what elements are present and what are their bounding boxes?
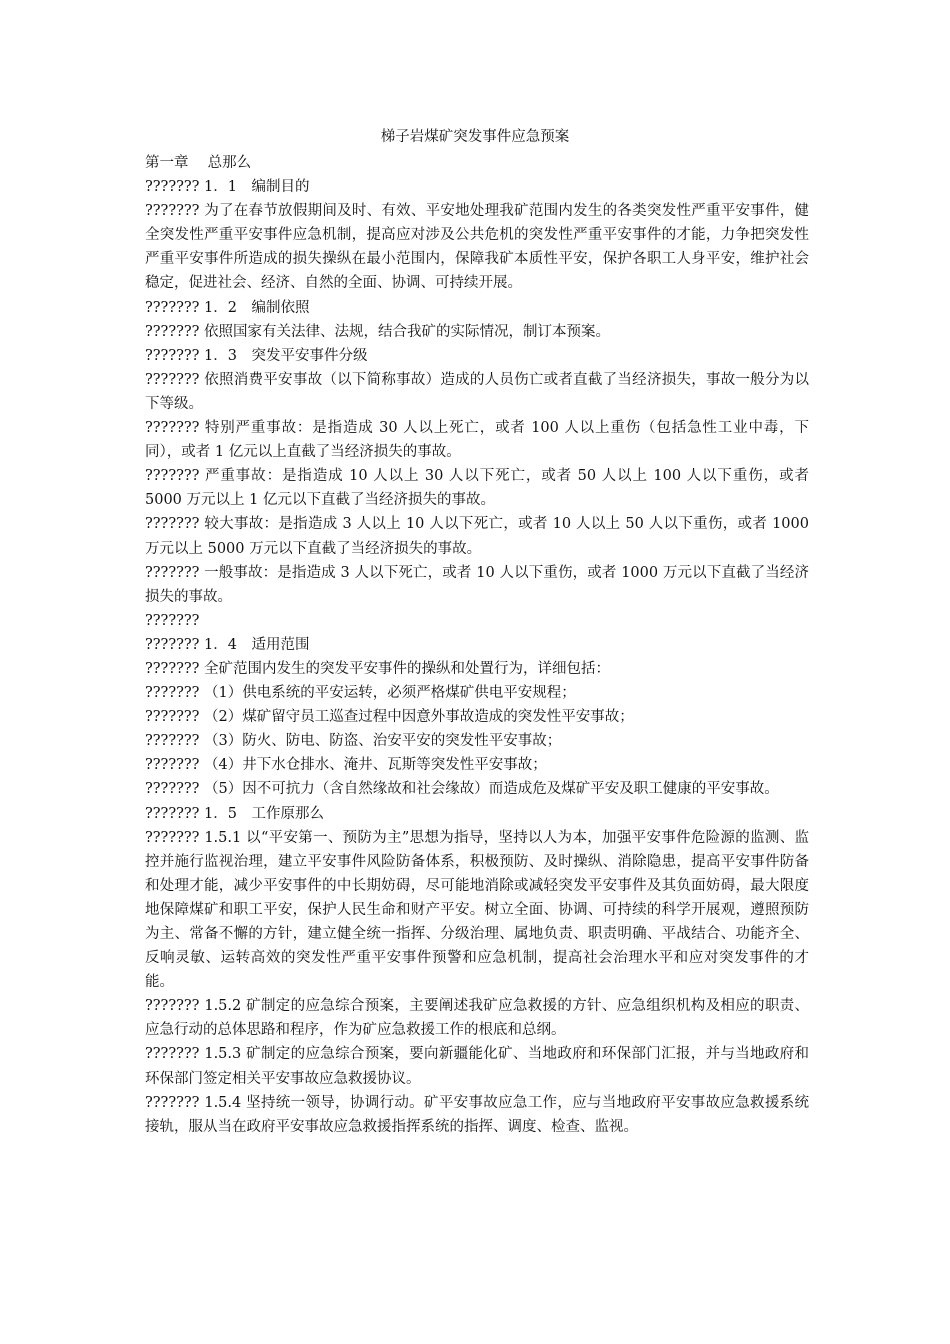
paragraph: ??????? 较大事故：是指造成 3 人以上 10 人以下死亡，或者 10 人以上 50 人以下重伤，或者 1000 万元以上 5000 万元以下直截了当经济损失的事故。 <box>145 516 809 557</box>
paragraph: ??????? 1.5.4 坚持统一领导，协调行动。矿平安事故应急工作，应与当地政府平安事故应急救援系统接轨，服从当在政府平安事故应急救援指挥系统的指挥、调度、检查、监视。 <box>145 1094 809 1135</box>
paragraph: ??????? 依照消费平安事故（以下简称事故）造成的人员伤亡或者直截了当经济损失，事故一般分为以下等级。 <box>145 371 809 412</box>
paragraph: ??????? （1）供电系统的平安运转，必须严格煤矿供电平安规程； <box>145 685 576 702</box>
paragraph: ??????? 1.5.2 矿制定的应急综合预案，主要阐述我矿应急救援的方针、应急组织机构及相应的职责、应急行动的总体思路和程序，作为矿应急救援工作的根底和总纲。 <box>145 998 809 1039</box>
paragraph: ??????? 1.5.3 矿制定的应急综合预案，要向新疆能化矿、当地政府和环保部门汇报，并与当地政府和环保部门签定相关平安事故应急救援协议。 <box>145 1046 809 1087</box>
paragraph: 第一章 总那么 <box>145 155 252 171</box>
paragraph: ??????? （5）因不可抗力（含自然缘故和社会缘故）而造成危及煤矿平安及职工健康的平安事故。 <box>145 781 779 798</box>
paragraph: ??????? 1．3 突发平安事件分级 <box>145 347 368 364</box>
paragraph: ??????? 依照国家有关法律、法规，结合我矿的实际情况，制订本预案。 <box>145 323 611 340</box>
paragraph: ??????? 全矿范围内发生的突发平安事件的操纵和处置行为，详细包括： <box>145 660 611 677</box>
paragraph: ??????? 1.5.1 以“平安第一、预防为主”思想为指导，坚持以人为本，加强平安事件危险源的监测、监控并施行监视治理，建立平安事件风险防备体系，积极预防、及时操纵、消除隐患，提高平安事件防备和处理才能，减少平安事件的中长期妨碍，尽可能地消除或减轻突发平安事件及其负面妨碍，最大限度地保障煤矿和职工平安，保护人民生命和财产平安。树立全面、协调、可持续的科学开展观，遵照预防为主、常备不懈的方针，建立健全统一指挥、分级治理、属地负责、职责明确、平战结合、功能齐全、反响灵敏、运转高效的突发性严重平安事件预警和应急机制，提高社会治理水平和应对突发事件的才能。 <box>145 829 809 991</box>
paragraph: ??????? 严重事故：是指造成 10 人以上 30 人以下死亡，或者 50 人以上 100 人以下重伤，或者 5000 万元以上 1 亿元以下直截了当经济损失的事故。 <box>145 468 809 509</box>
document-title: 梯子岩煤矿突发事件应急预案 <box>380 129 570 145</box>
paragraph: ??????? 为了在春节放假期间及时、有效、平安地处理我矿范围内发生的各类突发性严重平安事件，健全突发性严重平安事件应急机制，提高应对涉及公共危机的突发性严重平安事件的才能，力争把突发性严重平安事件所造成的损失操纵在最小范围内，保障我矿本质性平安，保护各职工人身平安，维护社会稳定，促进社会、经济、自然的全面、协调、可持续开展。 <box>145 203 809 292</box>
paragraph: ??????? 1．4 适用范围 <box>145 636 310 653</box>
paragraph: ??????? 1．1 编制目的 <box>145 179 310 196</box>
paragraph: ??????? 一般事故：是指造成 3 人以下死亡，或者 10 人以下重伤，或者 1000 万元以下直截了当经济损失的事故。 <box>145 564 809 605</box>
document-body <box>145 151 809 1139</box>
paragraph: ??????? 1．2 编制依照 <box>145 299 310 316</box>
paragraph: ??????? （3）防火、防电、防盗、治安平安的突发性平安事故； <box>145 733 562 750</box>
paragraph: ??????? （2）煤矿留守员工巡查过程中因意外事故造成的突发性平安事故； <box>145 709 634 726</box>
paragraph: ??????? 特别严重事故：是指造成 30 人以上死亡，或者 100 人以上重伤（包括急性工业中毒，下同），或者 1 亿元以上直截了当经济损失的事故。 <box>145 420 809 461</box>
paragraph: ??????? 1．5 工作原那么 <box>145 805 324 822</box>
paragraph: ??????? <box>145 612 200 629</box>
paragraph: ??????? （4）井下水仓排水、淹井、瓦斯等突发性平安事故； <box>145 757 547 774</box>
